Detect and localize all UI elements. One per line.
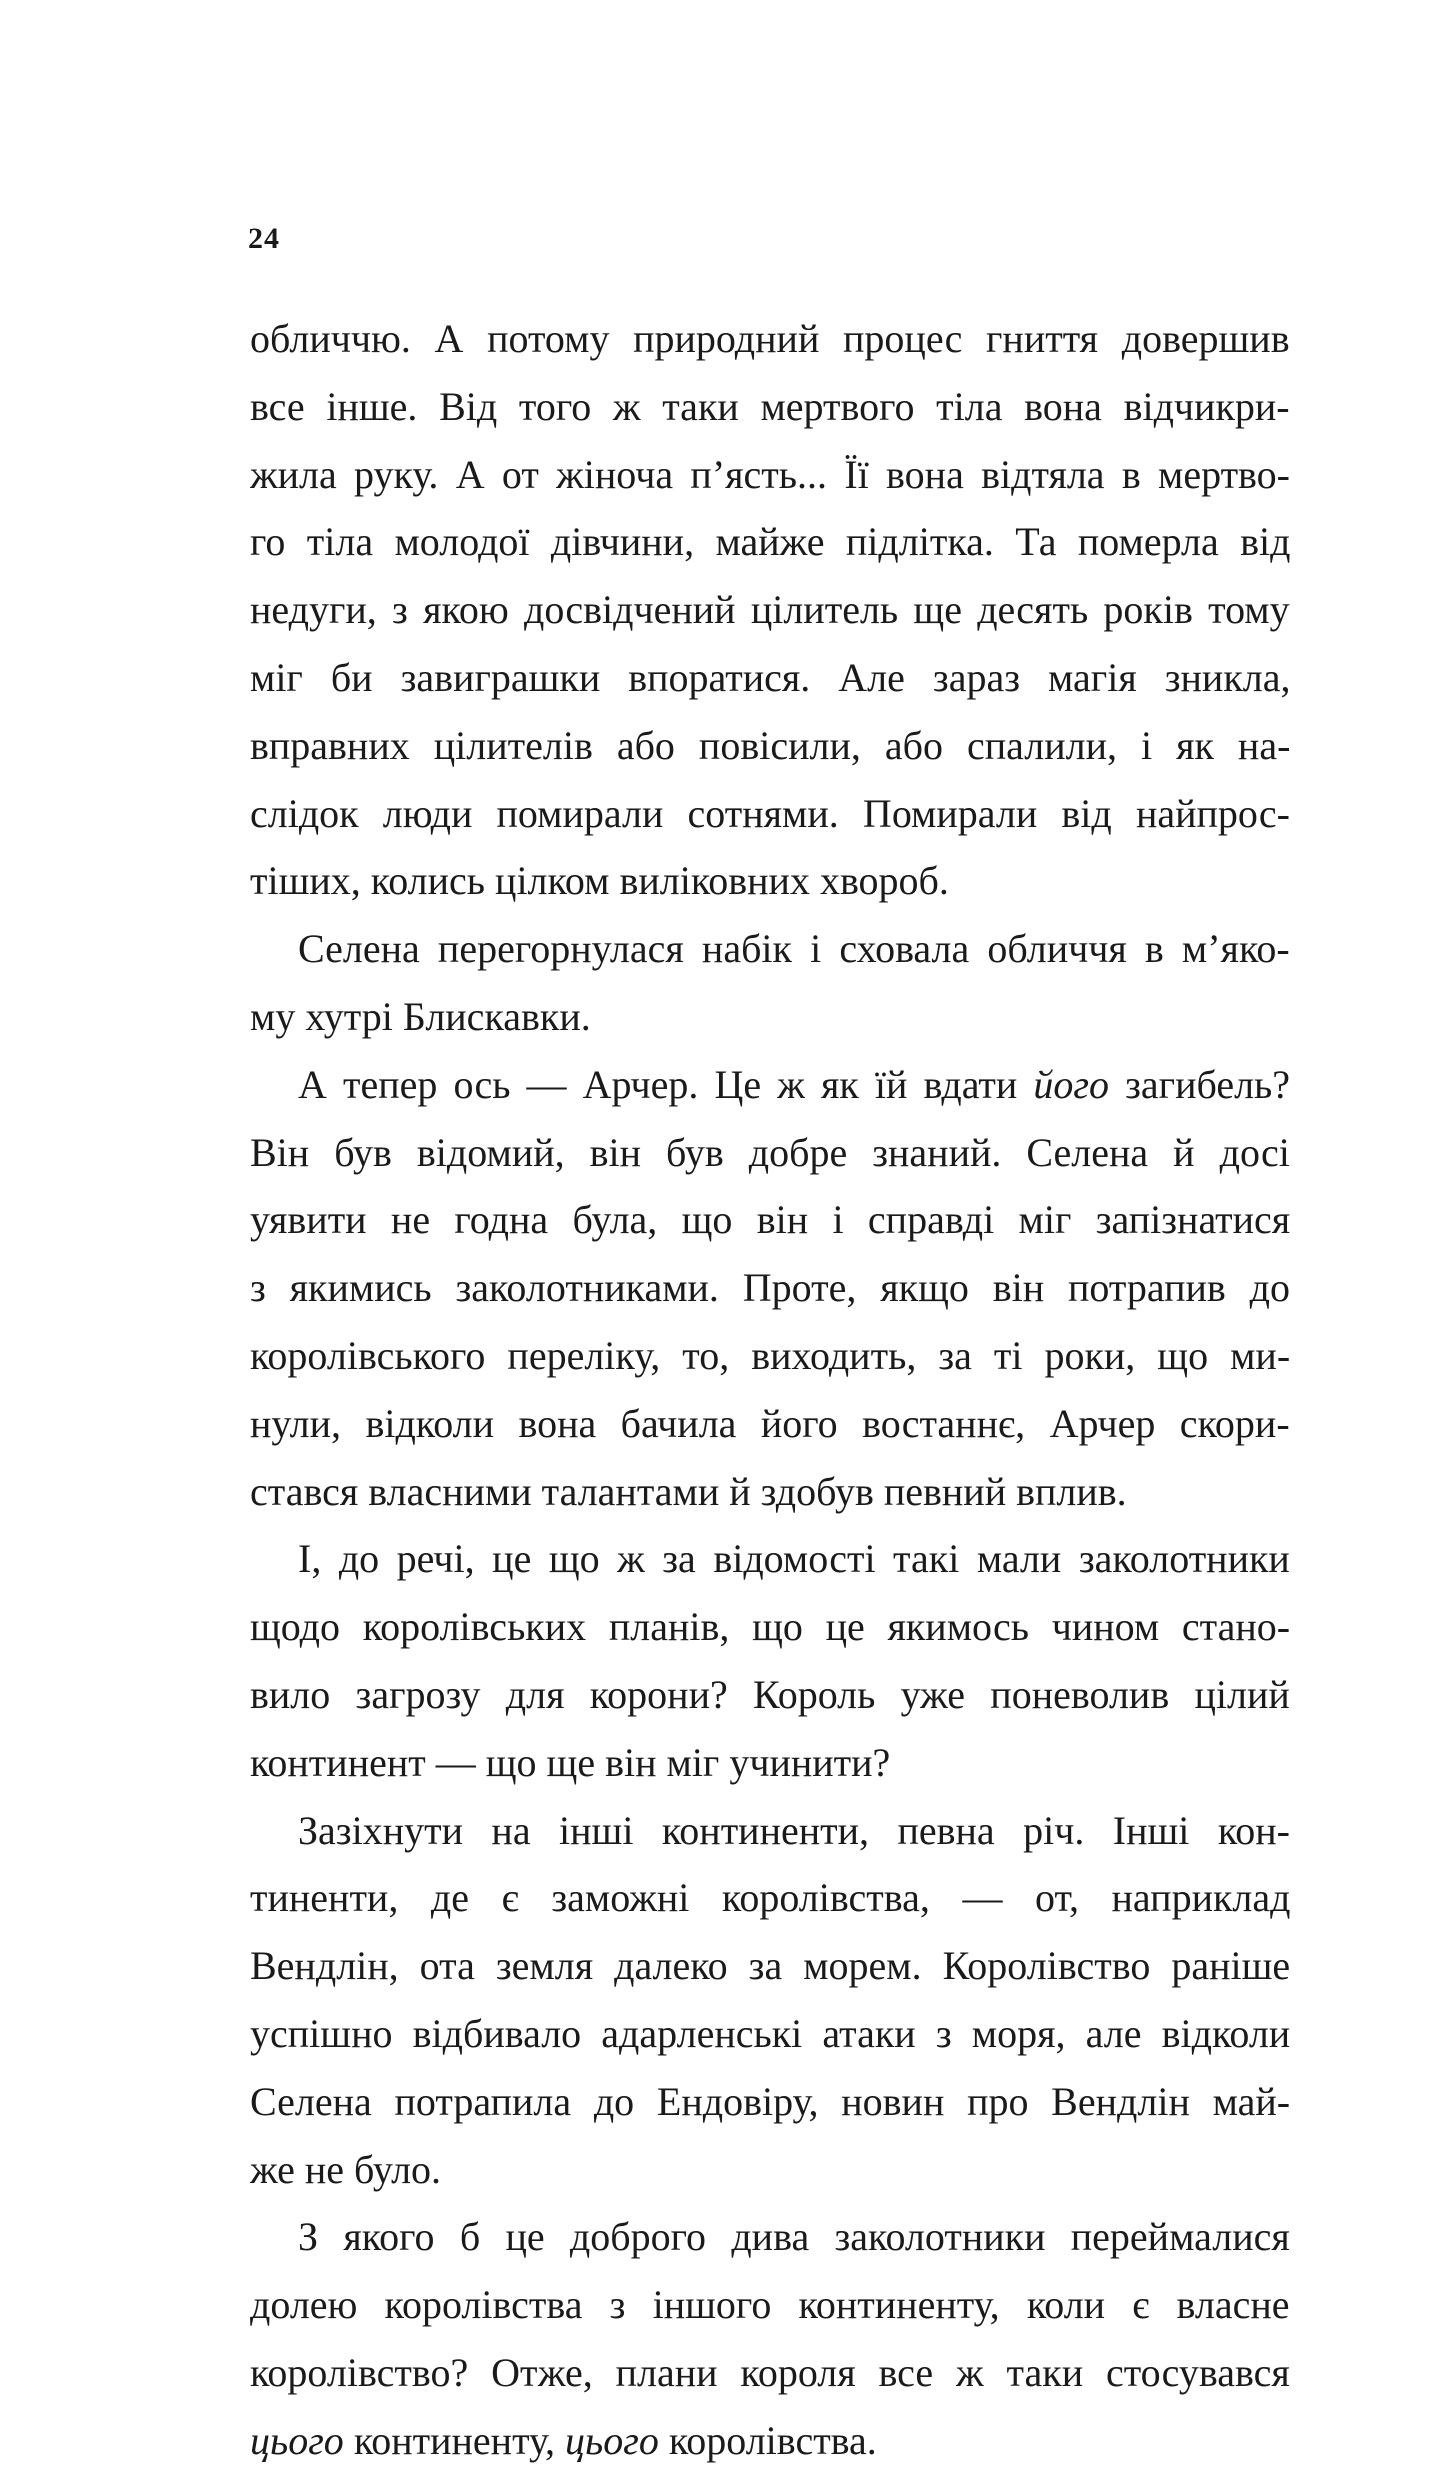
text-run: му хутрі Блискавки. <box>250 993 591 1039</box>
text-line <box>250 2407 1290 2475</box>
text-run: недуги, з якою досвідчений цілитель ще десять років тому <box>250 587 1290 633</box>
text-run: королівства. <box>658 2417 877 2463</box>
text-line <box>250 1458 1290 1526</box>
text-line <box>250 1864 1290 1932</box>
text-run: континент — що ще він міг учинити? <box>250 1739 891 1785</box>
text-run: королівство? Отже, плани короля все ж таки стосувався <box>250 2349 1290 2395</box>
text-run: міг би завиграшки впоратися. Але зараз магія зникла, <box>250 654 1290 700</box>
italic-emphasis: його <box>1033 1061 1110 1107</box>
text-run: А тепер ось — Арчер. Це ж як їй вдати <box>298 1061 1034 1107</box>
text-line <box>250 1729 1290 1797</box>
text-run: Вендлін, ота земля далеко за морем. Королівство раніше <box>250 1943 1290 1989</box>
text-run: З якого б це доброго дива заколотники переймалися <box>298 2214 1290 2260</box>
text-run: жила руку. А от жіноча п’ясть... Її вона відтяла в мертво- <box>250 451 1290 497</box>
text-line <box>250 2136 1290 2204</box>
text-run: го тіла молодої дівчини, майже підлітка. Та померла від <box>250 519 1290 565</box>
text-run: Селена перегорнулася набік і сховала обличчя в м’яко- <box>298 926 1290 972</box>
text-line <box>250 441 1290 509</box>
text-line <box>250 644 1290 712</box>
text-line <box>250 915 1290 983</box>
text-line <box>250 1186 1290 1254</box>
text-run: Він був відомий, він був добре знаний. Селена й досі <box>250 1129 1290 1175</box>
text-line <box>250 983 1290 1051</box>
text-line <box>250 1661 1290 1729</box>
text-line <box>250 1119 1290 1187</box>
text-line <box>250 712 1290 780</box>
text-line <box>250 576 1290 644</box>
text-run: Селена потрапила до Ендовіру, новин про Вендлін май- <box>250 2078 1290 2124</box>
text-line <box>250 780 1290 848</box>
text-run: щодо королівських планів, що це якимось чином стано- <box>250 1604 1290 1650</box>
text-line <box>250 1254 1290 1322</box>
text-run: же не було. <box>250 2146 442 2192</box>
text-line <box>250 1525 1290 1593</box>
text-run: континенту, <box>343 2417 566 2463</box>
page-number: 24 <box>248 222 280 255</box>
text-line <box>250 2000 1290 2068</box>
text-line <box>250 2068 1290 2136</box>
text-line <box>250 847 1290 915</box>
text-run: тіших, колись цілком виліковних хвороб. <box>250 858 949 904</box>
text-run: вило загрозу для корони? Король уже поневолив цілий <box>250 1671 1290 1717</box>
text-run: слідок люди помирали сотнями. Помирали від найпрос- <box>250 790 1290 836</box>
text-run: уявити не годна була, що він і справді міг запізнатися <box>250 1197 1290 1243</box>
text-line <box>250 1797 1290 1865</box>
text-line <box>250 1932 1290 2000</box>
text-run: обличчю. А потому природний процес гниття довершив <box>250 316 1290 361</box>
italic-emphasis: цього <box>250 2417 344 2463</box>
text-run: королівського переліку, то, виходить, за ті роки, що ми- <box>250 1332 1290 1378</box>
text-line <box>250 373 1290 441</box>
text-line <box>250 2271 1290 2339</box>
text-run: долею королівства з іншого континенту, коли є власне <box>250 2282 1290 2328</box>
text-run: вправних цілителів або повісили, або спалили, і як на- <box>250 722 1290 768</box>
text-run: стався власними талантами й здобув певний вплив. <box>250 1468 1127 1514</box>
text-line <box>250 305 1290 373</box>
text-run: нули, відколи вона бачила його востаннє, Арчер скори- <box>250 1400 1290 1446</box>
italic-emphasis: цього <box>565 2417 659 2463</box>
text-line <box>250 1051 1290 1119</box>
text-run: загибель? <box>1109 1061 1290 1107</box>
text-run: Зазіхнути на інші континенти, певна річ. Інші кон- <box>298 1807 1290 1853</box>
text-run: тиненти, де є заможні королівства, — от, наприклад <box>250 1875 1290 1921</box>
text-run: все інше. Від того ж таки мертвого тіла вона відчикри- <box>250 383 1290 429</box>
text-line <box>250 1593 1290 1661</box>
text-line <box>250 2203 1290 2271</box>
text-line <box>250 1390 1290 1458</box>
text-line <box>250 1322 1290 1390</box>
text-line <box>250 508 1290 576</box>
text-run: успішно відбивало адарленські атаки з моря, але відколи <box>250 2010 1290 2056</box>
text-run: з якимись заколотниками. Проте, якщо він потрапив до <box>250 1265 1290 1311</box>
body-text <box>250 305 1290 2475</box>
text-line <box>250 2339 1290 2407</box>
text-run: І, до речі, це що ж за відомості такі мали заколотники <box>298 1536 1290 1582</box>
